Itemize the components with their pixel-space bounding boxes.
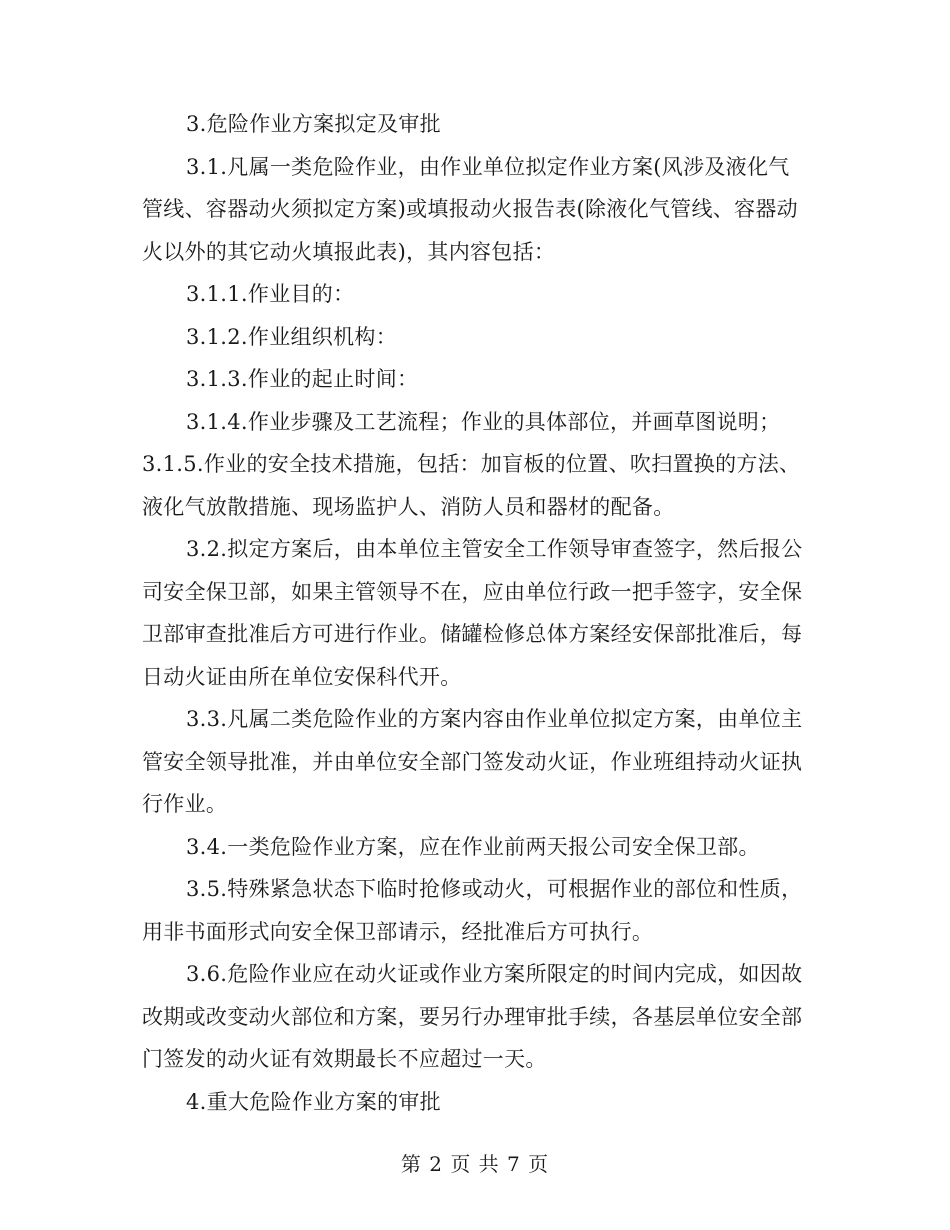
- paragraph-3-5: 3.5.特殊紧急状态下临时抢修或动火，可根据作业的部位和性质，用非书面形式向安全保卫部请示，经批准后方可执行。: [142, 877, 803, 944]
- paragraph-3-6: 3.6.危险作业应在动火证或作业方案所限定的时间内完成，如因故改期或改变动火部位和方案，要另行办理审批手续，各基层单位安全部门签发的动火证有效期最长不应超过一天。: [142, 962, 803, 1071]
- page-number-footer: 第 2 页 共 7 页: [400, 1152, 550, 1176]
- paragraph-3-1-5: 3.1.5.作业的安全技术措施，包括：加盲板的位置、吹扫置换的方法、液化气放散措施、现场监护人、消防人员和器材的配备。: [142, 452, 801, 519]
- paragraph-3-1-3: 3.1.3.作业的起止时间：: [186, 367, 419, 391]
- paragraph-3-1-2: 3.1.2.作业组织机构：: [186, 324, 398, 349]
- paragraph-3-4: 3.4.一类危险作业方案，应在作业前两天报公司安全保卫部。: [186, 834, 760, 859]
- paragraph-3-2: 3.2.拟定方案后，由本单位主管安全工作领导审查签字，然后报公司安全保卫部，如果主管领导不在，应由单位行政一把手签字，安全保卫部审查批准后方可进行作业。储罐检修总体方案经安保部批准后，每日动火证由所在单位安保科代开。: [142, 537, 803, 689]
- paragraph-heading-4: 4.重大危险作业方案的审批: [186, 1089, 441, 1114]
- paragraph-heading-3: 3.危险作业方案拟定及审批: [186, 112, 441, 136]
- document-body: [142, 103, 810, 1123]
- paragraph-3-1: 3.1.凡属一类危险作业，由作业单位拟定作业方案(风涉及液化气管线、容器动火须拟定方案)或填报动火报告表(除液化气管线、容器动火以外的其它动火填报此表)，其内容包括：: [142, 154, 798, 264]
- paragraph-3-1-4: 3.1.4.作业步骤及工艺流程；作业的具体部位，并画草图说明；: [186, 409, 781, 434]
- paragraph-3-3: 3.3.凡属二类危险作业的方案内容由作业单位拟定方案，由单位主管安全领导批准，并由单位安全部门签发动火证，作业班组持动火证执行作业。: [142, 707, 803, 816]
- paragraph-3-1-1: 3.1.1.作业目的：: [186, 282, 355, 306]
